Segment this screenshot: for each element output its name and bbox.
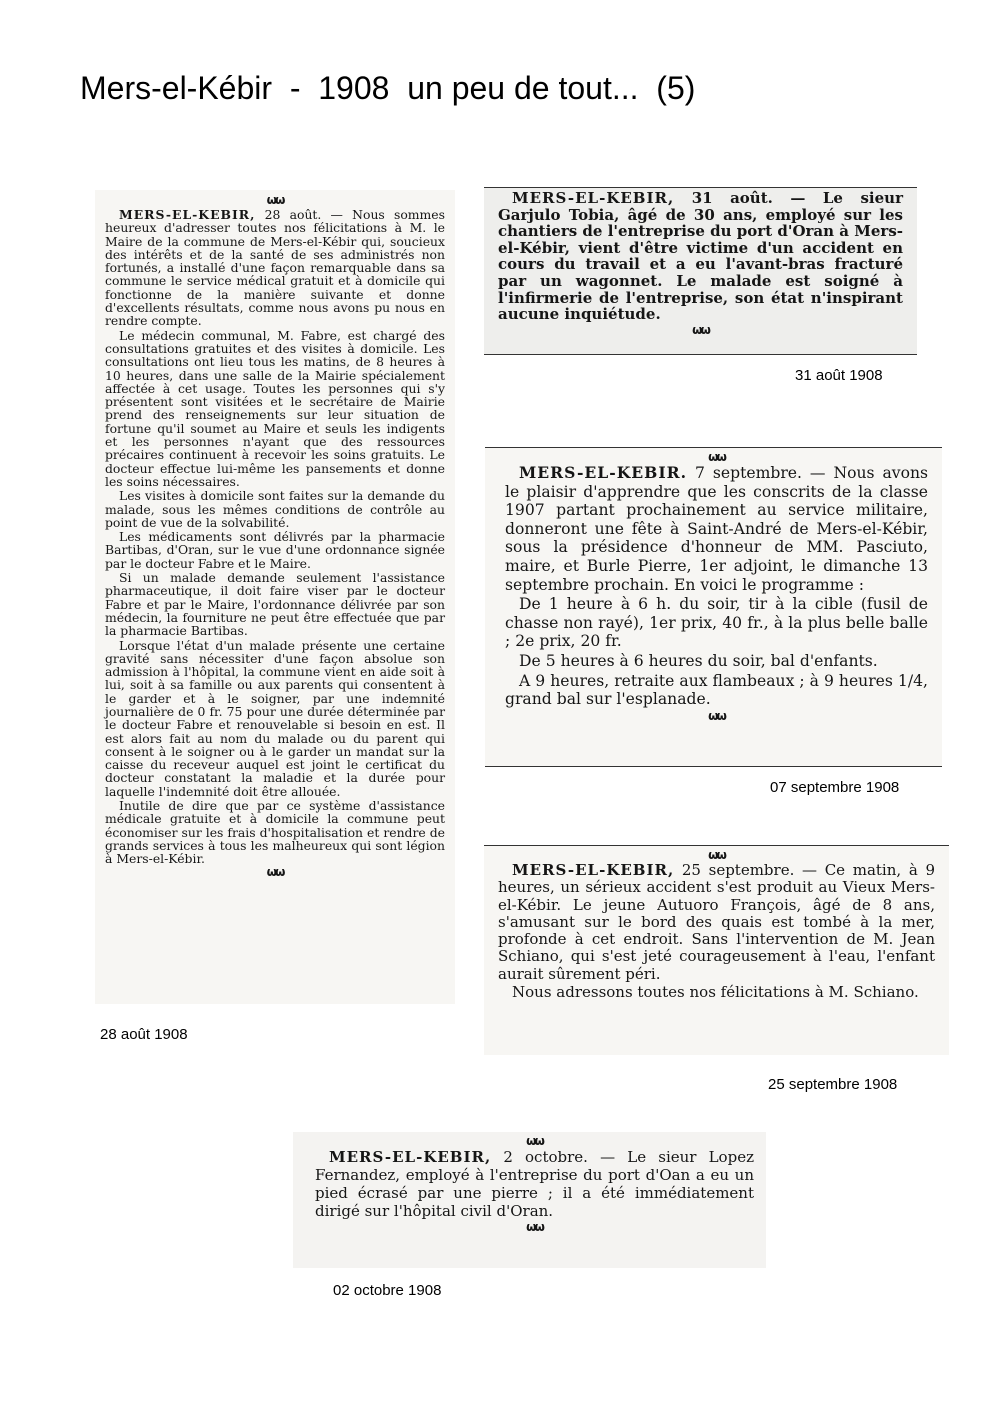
article-paragraph: De 1 heure à 6 h. du soir, tir à la cible (fusil de chasse non rayé), 1er prix, 40 fr., à la plus belle balle ; 2e prix, 20 fr. <box>505 595 928 651</box>
ornament-bottom: ѡѡ <box>266 864 284 879</box>
page-title: Mers-el-Kébir - 1908 un peu de tout... (5) <box>80 70 696 106</box>
article-clipping-25-septembre <box>484 845 949 1055</box>
article-paragraph: Le médecin communal, M. Fabre, est chargé des consultations gratuites et des visites à domicile. Les consultations ont lieu tous les matins, de 8 heures à 10 heures, dans une salle de la Mairie spécialement affectée à cet usage. Toutes les personnes qui s'y présentent sont visitées et le secrétaire de Mairie prend des renseignements sur leur situation de fortune qu'il soumet au Maire et seuls les indigents et les personnes n'ayant que des ressources précaires continuent à recevoir les soins gratuits. Le docteur effectue lui-même les pansements et donne les soins nécessaires. <box>105 327 445 489</box>
article-paragraph: Nous adressons toutes nos félicitations à M. Schiano. <box>512 983 919 1002</box>
article-paragraph: De 5 heures à 6 heures du soir, bal d'enfants. <box>519 651 878 670</box>
article-date-caption: 07 septembre 1908 <box>770 779 900 796</box>
article-heading: MERS-EL-KEBIR, <box>329 1148 492 1166</box>
article-paragraph: Inutile de dire que par ce système d'assistance médicale gratuite et à domicile la commune peut économiser sur les frais d'hospitalisation et rendre de grands services à tous les malheureux qui sont légion à Mers-el-Kébir. <box>105 798 445 867</box>
ornament-top: ѡѡ <box>708 848 725 862</box>
ornament-bottom: ѡѡ <box>692 322 709 337</box>
article-heading: MERS-EL-KEBIR. <box>519 463 688 482</box>
article-heading: MERS-EL-KEBIR, <box>512 861 675 879</box>
article-paragraph: Les médicaments sont délivrés par la pharmacie Bartibas, d'Oran, sur le vue d'une ordonnance signée par le docteur Fabre et le Maire. <box>105 529 445 571</box>
article-date-caption: 02 octobre 1908 <box>333 1282 442 1299</box>
article-paragraph: Les visites à domicile sont faites sur la demande du malade, sous les mêmes conditions de contrôle au point de vue de la solvabilité. <box>105 488 445 530</box>
article-paragraph: MERS-EL-KEBIR, 25 septembre. — Ce matin, à 9 heures, un sérieux accident s'est produit au Vieux Mers-el-Kébir. Le jeune Autuoro François, âgé de 8 ans, s'amusant sur le bord des quais est tombé à la mer, profonde à cet endroit. Sans l'intervention de M. Jean Schiano, qui s'est jeté courageusement à l'eau, l'enfant aurait sûrement péri. <box>498 861 935 983</box>
ornament-top: ѡѡ <box>266 193 284 207</box>
article-paragraph: A 9 heures, retraite aux flambeaux ; à 9 heures 1/4, grand bal sur l'esplanade. <box>505 671 928 709</box>
article-clipping-31-aout <box>484 187 917 355</box>
article-heading: MERS-EL-KEBIR, <box>119 207 256 222</box>
article-date-caption: 25 septembre 1908 <box>768 1076 898 1093</box>
article-paragraph: MERS-EL-KEBIR. 7 septembre. — Nous avons le plaisir d'apprendre que les conscrits de la classe 1907 partant prochainement au service militaire, donneront une fête à Saint-André de Mers-el-Kébir, sous la présidence d'honneur de MM. Pasciuto, maire, et Burle Pierre, 1er adjoint, le dimanche 13 septembre prochain. En voici le programme : <box>505 463 929 594</box>
article-clipping-02-octobre <box>293 1132 766 1268</box>
article-paragraph: MERS-EL-KEBIR, 28 août. — Nous sommes heureux d'adresser toutes nos félicitations à M. le Maire de la commune de Mers-el-Kébir qui, soucieux des intérêts et de la santé de ses administrés non fortunés, a installé d'une façon remarquable dans sa commune le service médical gratuit et à domicile qui fonctionne de la manière suivante et donne d'excellents résultats, comme nous avons pu nous en rendre compte. <box>105 207 445 329</box>
ornament-bottom: ѡѡ <box>526 1220 543 1234</box>
ornament-top: ѡѡ <box>708 450 725 464</box>
article-paragraph: MERS-EL-KEBIR, 2 octobre. — Le sieur Lopez Fernandez, employé à l'entreprise du port d'Oan a eu un pied écrasé par une pierre ; il a été immédiatement dirigé sur l'hôpital civil d'Oran. <box>315 1148 754 1220</box>
article-clipping-07-septembre <box>485 447 942 767</box>
ornament-top: ѡѡ <box>526 1134 543 1148</box>
article-date-caption: 28 août 1908 <box>100 1026 188 1043</box>
article-paragraph: MERS-EL-KEBIR, 31 août. — Le sieur Garjulo Tobia, âgé de 30 ans, employé sur les chantiers de l'entreprise du port d'Oran à Mers-el-Kébir, vient d'être victime d'un accident en cours du travail et a eu l'avant-bras fracturé par un wagonnet. Le malade est soigné à l'infirmerie de l'entreprise, son état n'inspirant aucune inquiétude. <box>498 189 903 324</box>
article-clipping-28-aout <box>95 190 455 1004</box>
article-paragraph: Si un malade demande seulement l'assistance pharmaceutique, il doit faire viser par le docteur Fabre et par le Maire, l'ordonnance délivrée par son médecin, la fourniture ne peut être effectuée que par la pharmacie Bartibas. <box>105 570 445 639</box>
article-paragraph: Lorsque l'état d'un malade présente une certaine gravité sans nécessiter d'une façon absolue son admission à l'hôpital, la commune vient en aide soit à lui, soit à sa famille ou aux parents qui consentent à le garder et à le soigner, par une indemnité journalière de 0 fr. 75 pour une durée déterminée par le docteur Fabre et renouvelable si besoin en est. Il est alors fait au nom du malade ou du parent qui consent à le soigner ou à le garder un mandat sur la caisse du receveur auquel est joint le certificat du docteur constatant la maladie et la durée pour laquelle l'indemnité doit être allouée. <box>105 637 445 799</box>
article-date-caption: 31 août 1908 <box>795 367 883 384</box>
article-heading: MERS-EL-KEBIR, <box>512 189 675 207</box>
ornament-bottom: ѡѡ <box>708 708 725 723</box>
